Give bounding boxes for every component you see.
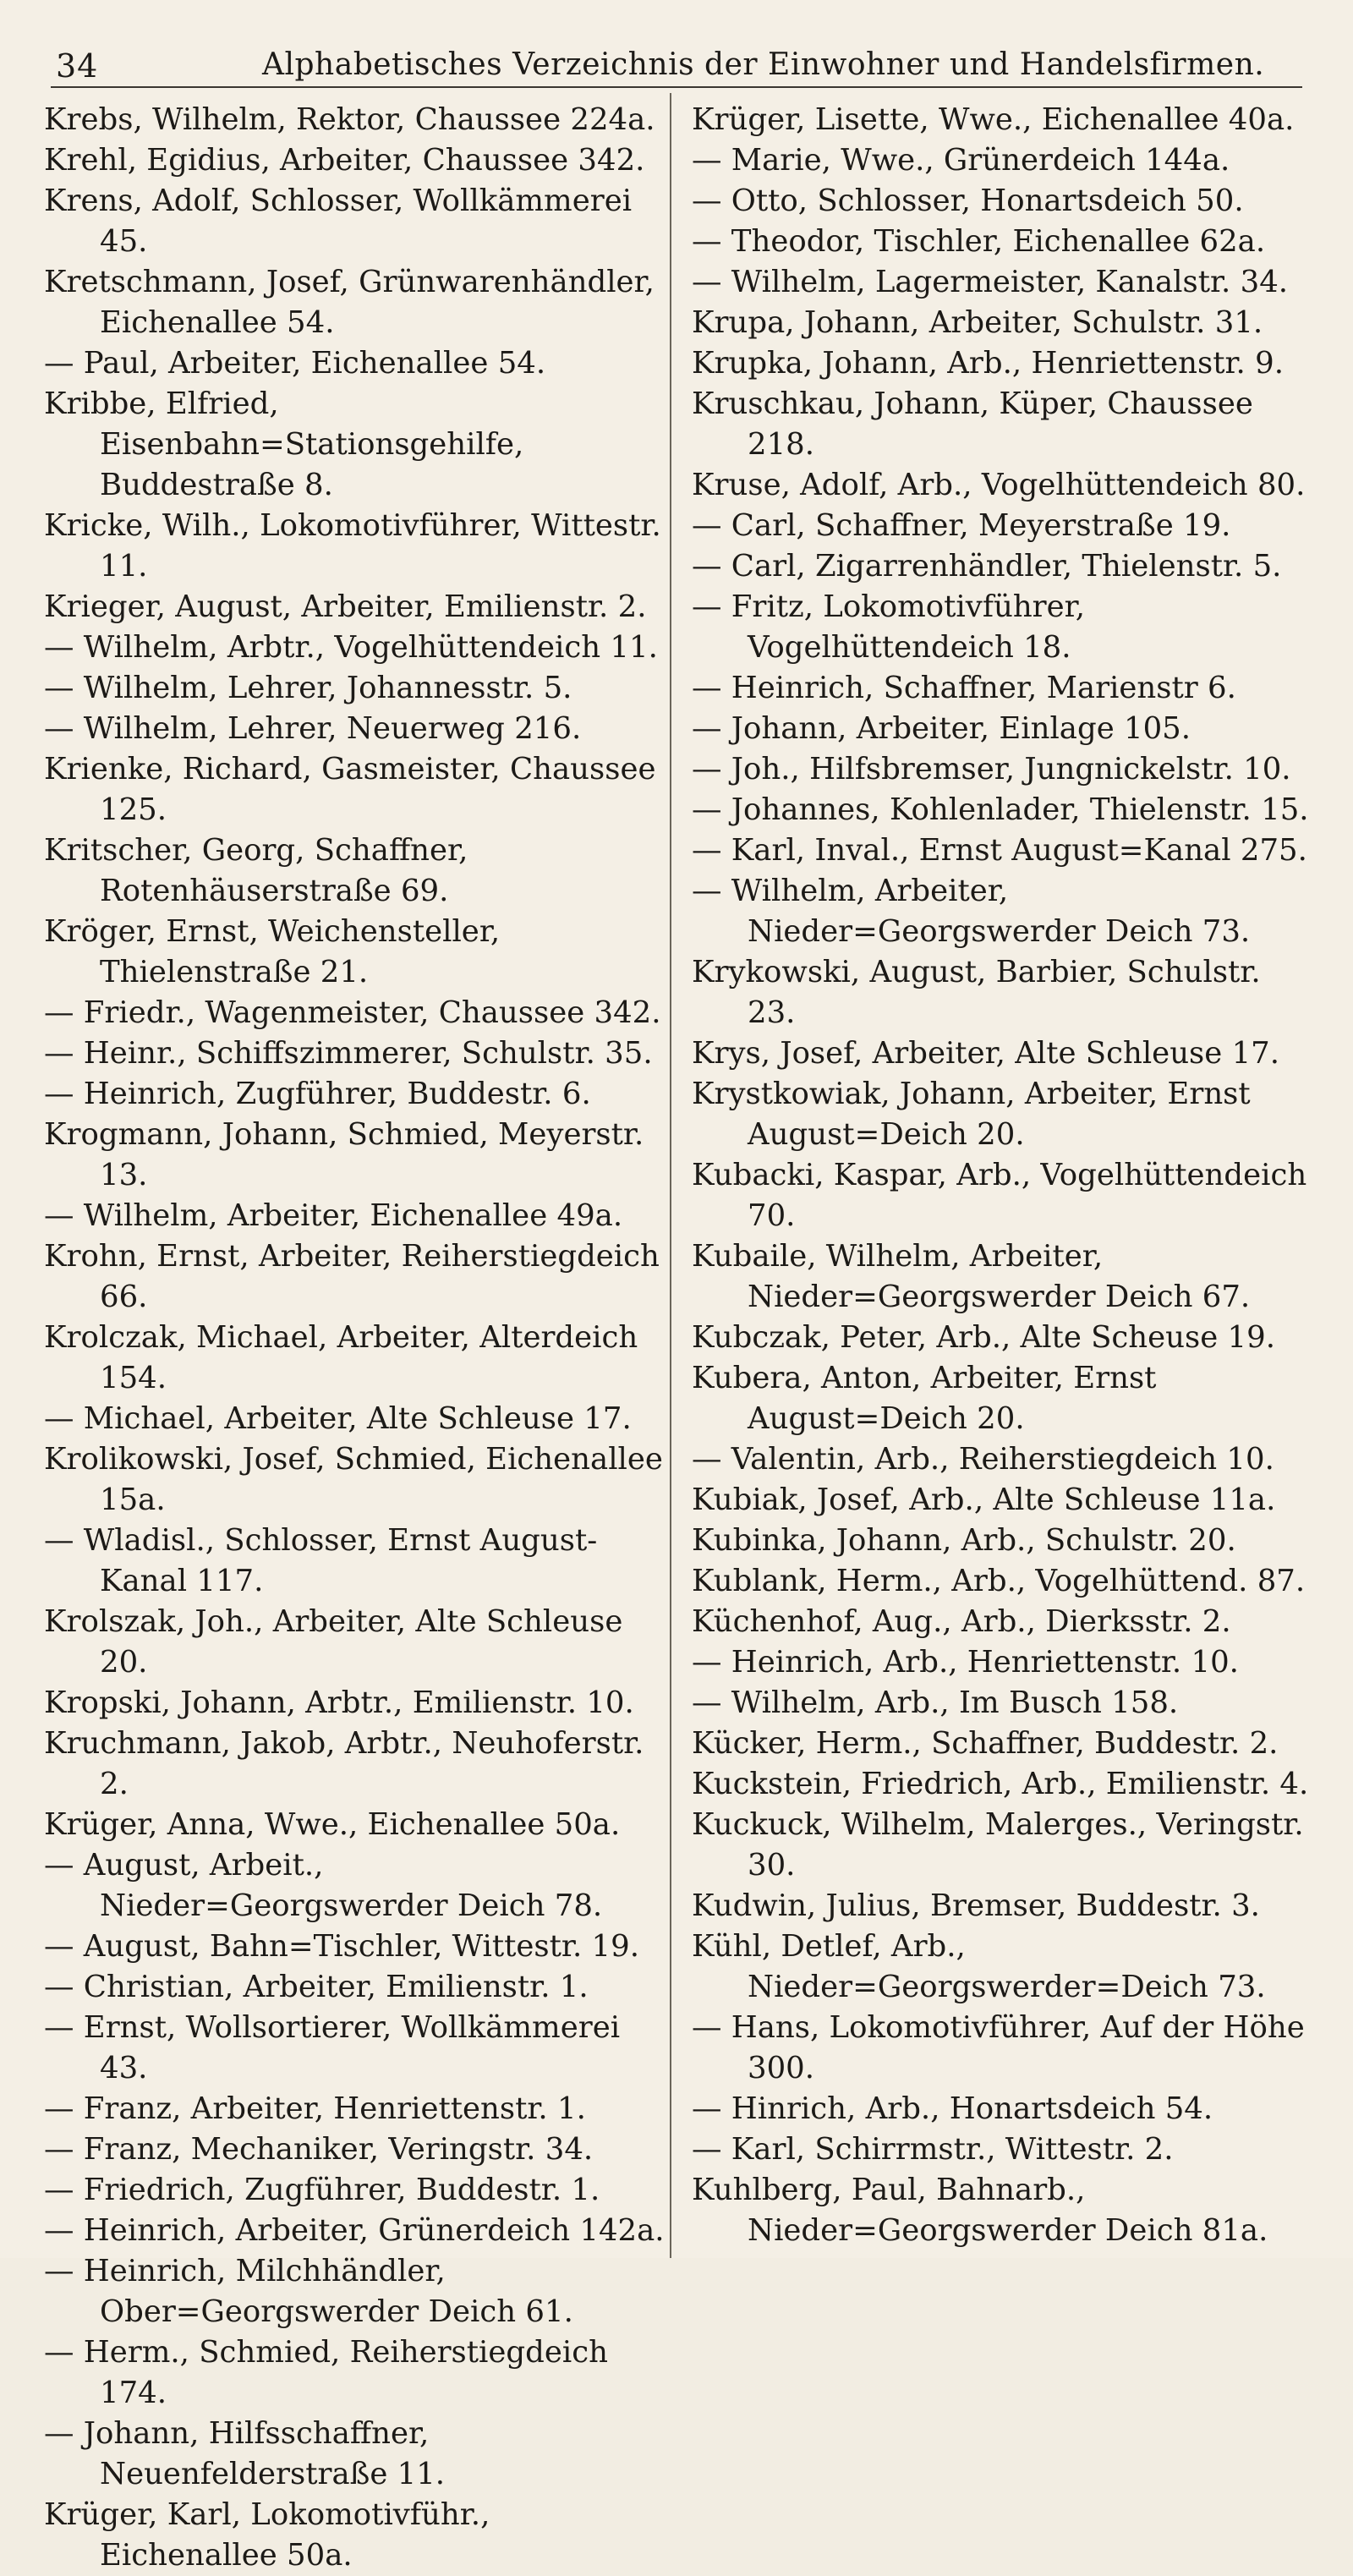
directory-entry: Kuckuck, Wilhelm, Malerges., Veringstr. 30.: [692, 1807, 1304, 1883]
directory-entry: Kruse, Adolf, Arb., Vogelhüttendeich 80.: [692, 468, 1306, 502]
directory-entry: — Christian, Arbeiter, Emilienstr. 1.: [44, 1970, 589, 2004]
directory-entry: Kubacki, Kaspar, Arb., Vogelhüttendeich 70.: [692, 1158, 1307, 1233]
directory-entry: — Hinrich, Arb., Honartsdeich 54.: [692, 2091, 1213, 2126]
directory-entry: — Fritz, Lokomotivführer, Vogelhüttendeich 18.: [692, 589, 1086, 665]
running-head: Alphabetisches Verzeichnis der Einwohner und Handelsfirmen.: [262, 47, 1265, 82]
directory-entry: Krolczak, Michael, Arbeiter, Alterdeich 154.: [44, 1320, 638, 1395]
directory-entry: Kricke, Wilh., Lokomotivführer, Wittestr. 11.: [44, 508, 661, 584]
directory-entry: Kribbe, Elfried, Eisenbahn=Stationsgehilfe, Buddestraße 8.: [44, 386, 524, 502]
directory-entry: — Wilhelm, Arb., Im Busch 158.: [692, 1685, 1179, 1720]
directory-entry: Krolszak, Joh., Arbeiter, Alte Schleuse 20.: [44, 1604, 623, 1680]
directory-entry: — Theodor, Tischler, Eichenallee 62a.: [692, 224, 1266, 259]
page-header: [51, 44, 1302, 88]
directory-entry: Kretschmann, Josef, Grünwarenhändler, Eichenallee 54.: [44, 265, 655, 340]
directory-entry: — Wilhelm, Arbeiter, Eichenallee 49a.: [44, 1198, 623, 1233]
directory-entry: Kudwin, Julius, Bremser, Buddestr. 3.: [692, 1888, 1260, 1923]
directory-entry: — Heinrich, Arb., Henriettenstr. 10.: [692, 1645, 1239, 1680]
directory-entry: — Heinr., Schiffszimmerer, Schulstr. 35.: [44, 1036, 653, 1071]
directory-entry: Krupa, Johann, Arbeiter, Schulstr. 31.: [692, 305, 1263, 340]
directory-entry: — Wilhelm, Lehrer, Neuerweg 216.: [44, 711, 582, 746]
directory-entry: Krupka, Johann, Arb., Henriettenstr. 9.: [692, 346, 1284, 381]
directory-entry: Krienke, Richard, Gasmeister, Chaussee 125.: [44, 752, 656, 827]
directory-entry: — Wilhelm, Lagermeister, Kanalstr. 34.: [692, 265, 1289, 299]
directory-entry: — Karl, Schirrmstr., Wittestr. 2.: [692, 2132, 1174, 2167]
directory-entry: Kubiak, Josef, Arb., Alte Schleuse 11a.: [692, 1483, 1276, 1517]
directory-entry: Krüger, Anna, Wwe., Eichenallee 50a.: [44, 1807, 621, 1842]
right-column: [692, 100, 1317, 2251]
directory-entry: — Franz, Arbeiter, Henriettenstr. 1.: [44, 2091, 586, 2126]
directory-entry: — Johann, Arbeiter, Einlage 105.: [692, 711, 1191, 746]
directory-entry: — Ernst, Wollsortierer, Wollkämmerei 43.: [44, 2010, 621, 2085]
directory-entry: Kruchmann, Jakob, Arbtr., Neuhoferstr. 2.: [44, 1726, 644, 1801]
directory-entry: — Heinrich, Milchhändler, Ober=Georgswerder Deich 61.: [44, 2254, 573, 2329]
directory-entry: — Valentin, Arb., Reiherstiegdeich 10.: [692, 1442, 1274, 1477]
directory-entry: — Paul, Arbeiter, Eichenallee 54.: [44, 346, 546, 381]
directory-entry: Kücker, Herm., Schaffner, Buddestr. 2.: [692, 1726, 1279, 1761]
directory-entry: Kühl, Detlef, Arb., Nieder=Georgswerder=Deich 73.: [692, 1929, 1266, 2004]
directory-entry: — Marie, Wwe., Grünerdeich 144a.: [692, 143, 1230, 178]
directory-entry: — Friedrich, Zugführer, Buddestr. 1.: [44, 2173, 600, 2207]
page-number: 34: [56, 47, 99, 85]
directory-entry: — Heinrich, Schaffner, Marienstr 6.: [692, 671, 1236, 705]
directory-entry: Kruschkau, Johann, Küper, Chaussee 218.: [692, 386, 1253, 462]
directory-entry: — Otto, Schlosser, Honartsdeich 50.: [692, 184, 1244, 218]
directory-entry: Kubczak, Peter, Arb., Alte Scheuse 19.: [692, 1320, 1276, 1355]
directory-entry: — Franz, Mechaniker, Veringstr. 34.: [44, 2132, 594, 2167]
directory-entry: Kröger, Ernst, Weichensteller, Thielenstraße 21.: [44, 914, 501, 989]
directory-entry: — Johann, Hilfsschaffner, Neuenfelderstraße 11.: [44, 2416, 446, 2491]
directory-entry: — Michael, Arbeiter, Alte Schleuse 17.: [44, 1401, 632, 1436]
directory-entry: Kuhlberg, Paul, Bahnarb., Nieder=Georgswerder Deich 81a.: [692, 2173, 1268, 2248]
directory-entry: Krieger, August, Arbeiter, Emilienstr. 2.: [44, 589, 647, 624]
directory-entry: — Wilhelm, Arbeiter, Nieder=Georgswerder Deich 73.: [692, 874, 1251, 949]
directory-entry: Krüger, Lisette, Wwe., Eichenallee 40a.: [692, 102, 1295, 137]
directory-entry: — August, Bahn=Tischler, Wittestr. 19.: [44, 1929, 639, 1964]
directory-entry: — Karl, Inval., Ernst August=Kanal 275.: [692, 833, 1307, 868]
directory-entry: — August, Arbeit., Nieder=Georgswerder Deich 78.: [44, 1848, 603, 1923]
directory-entry: — Friedr., Wagenmeister, Chaussee 342.: [44, 995, 661, 1030]
directory-entry: — Joh., Hilfsbremser, Jungnickelstr. 10.: [692, 752, 1291, 787]
directory-entry: Krens, Adolf, Schlosser, Wollkämmerei 45.: [44, 184, 633, 259]
directory-entry: Krohn, Ernst, Arbeiter, Reiherstiegdeich 66.: [44, 1239, 660, 1314]
directory-entry: Krystkowiak, Johann, Arbeiter, Ernst August=Deich 20.: [692, 1077, 1251, 1152]
directory-entry: Kubinka, Johann, Arb., Schulstr. 20.: [692, 1523, 1236, 1558]
directory-entry: — Hans, Lokomotivführer, Auf der Höhe 300.: [692, 2010, 1305, 2085]
directory-entry: Kublank, Herm., Arb., Vogelhüttend. 87.: [692, 1564, 1306, 1598]
directory-entry: Kropski, Johann, Arbtr., Emilienstr. 10.: [44, 1685, 634, 1720]
directory-entry: Kuckstein, Friedrich, Arb., Emilienstr. 4.: [692, 1767, 1309, 1801]
directory-entry: — Carl, Schaffner, Meyerstraße 19.: [692, 508, 1231, 543]
directory-entry: — Wladisl., Schlosser, Ernst August-Kanal 117.: [44, 1523, 598, 1598]
directory-entry: Küchenhof, Aug., Arb., Dierksstr. 2.: [692, 1604, 1231, 1639]
directory-entry: Kubera, Anton, Arbeiter, Ernst August=Deich 20.: [692, 1361, 1157, 1436]
directory-entry: Krehl, Egidius, Arbeiter, Chaussee 342.: [44, 143, 645, 178]
directory-entry: — Heinrich, Arbeiter, Grünerdeich 142a.: [44, 2213, 665, 2248]
directory-entry: Kritscher, Georg, Schaffner, Rotenhäuserstraße 69.: [44, 833, 468, 908]
directory-entry: Krykowski, August, Barbier, Schulstr. 23.: [692, 955, 1261, 1030]
directory-entry: Krys, Josef, Arbeiter, Alte Schleuse 17.: [692, 1036, 1280, 1071]
directory-entry: — Herm., Schmied, Reiherstiegdeich 174.: [44, 2335, 608, 2410]
directory-entry: — Wilhelm, Lehrer, Johannesstr. 5.: [44, 671, 572, 705]
directory-entry: Krebs, Wilhelm, Rektor, Chaussee 224a.: [44, 102, 655, 137]
directory-entry: Kubaile, Wilhelm, Arbeiter, Nieder=Georgswerder Deich 67.: [692, 1239, 1251, 1314]
left-column: [44, 100, 670, 2576]
directory-entry: Krogmann, Johann, Schmied, Meyerstr. 13.: [44, 1117, 644, 1192]
directory-entry: — Johannes, Kohlenlader, Thielenstr. 15.: [692, 792, 1309, 827]
directory-entry: Krüger, Karl, Lokomotivführ., Eichenallee 50a.: [44, 2497, 490, 2573]
directory-entry: — Carl, Zigarrenhändler, Thielenstr. 5.: [692, 549, 1282, 584]
directory-entry: — Wilhelm, Arbtr., Vogelhüttendeich 11.: [44, 630, 658, 665]
directory-entry: — Heinrich, Zugführer, Buddestr. 6.: [44, 1077, 591, 1111]
column-divider: [670, 93, 671, 2258]
directory-entry: Krolikowski, Josef, Schmied, Eichenallee 15a.: [44, 1442, 663, 1517]
